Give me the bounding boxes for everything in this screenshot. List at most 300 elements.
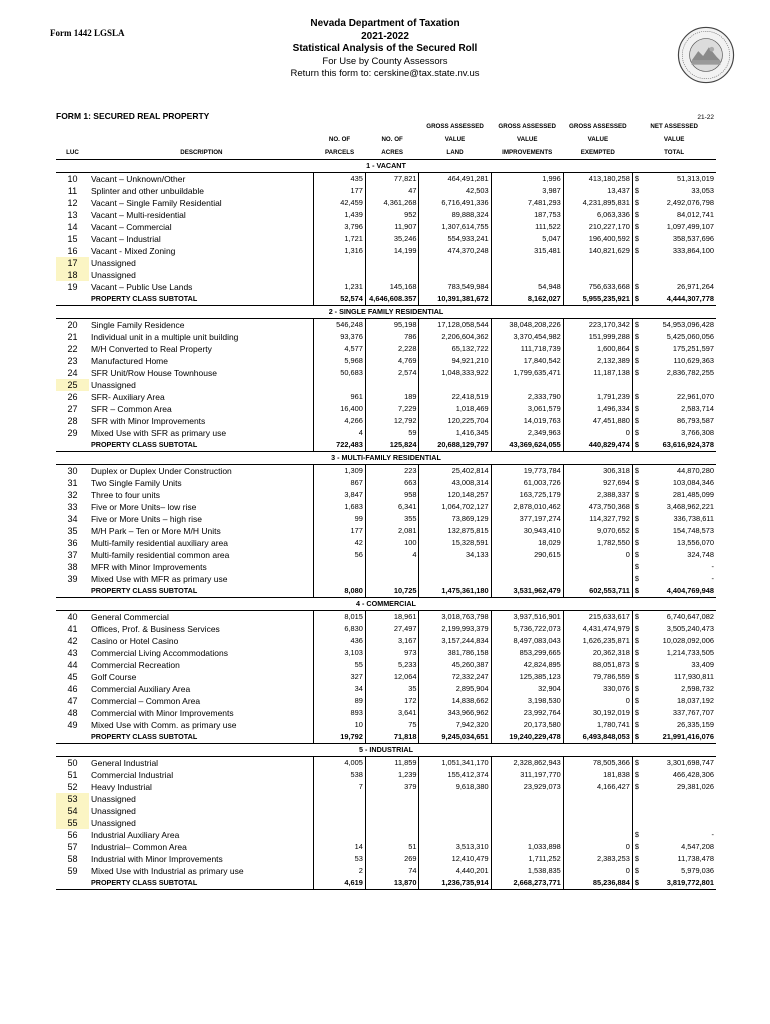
exempted-value: 0 bbox=[563, 841, 632, 853]
section-title: 3 - MULTI-FAMILY RESIDENTIAL bbox=[56, 452, 716, 465]
luc-code bbox=[56, 731, 89, 744]
acres-value: 269 bbox=[365, 853, 419, 865]
description: SFR Unit/Row House Townhouse bbox=[90, 368, 217, 378]
net-total-value: 44,870,280 bbox=[677, 466, 714, 475]
dollar-sign: $ bbox=[632, 585, 642, 598]
description: Unassigned bbox=[90, 794, 136, 804]
parcels-value: 327 bbox=[314, 671, 366, 683]
net-total-value: 4,404,769,948 bbox=[643, 585, 716, 598]
luc-code: 25 bbox=[56, 379, 89, 391]
column-header: NO. OF bbox=[381, 136, 403, 143]
exempted-value: 1,780,741 bbox=[563, 719, 632, 731]
exempted-value: 47,451,880 bbox=[563, 415, 632, 427]
land-value: 10,391,381,672 bbox=[419, 293, 491, 306]
parcels-value bbox=[314, 829, 366, 841]
description: Multi-family residential common area bbox=[90, 550, 230, 560]
table-row bbox=[56, 611, 716, 624]
parcels-value: 893 bbox=[314, 707, 366, 719]
parcels-value: 52,574 bbox=[314, 293, 366, 306]
table-row bbox=[56, 403, 716, 415]
luc-code: 31 bbox=[67, 478, 78, 488]
parcels-value: 3,847 bbox=[314, 489, 366, 501]
dollar-sign: $ bbox=[632, 367, 642, 379]
subtotal-label: PROPERTY CLASS SUBTOTAL bbox=[89, 293, 314, 306]
luc-code: 21 bbox=[67, 332, 78, 342]
column-header: GROSS ASSESSED bbox=[426, 123, 484, 130]
parcels-value: 14 bbox=[314, 841, 366, 853]
description: Commercial Industrial bbox=[90, 770, 174, 780]
luc-code: 38 bbox=[67, 562, 78, 572]
column-header: IMPROVEMENTS bbox=[491, 146, 563, 160]
improvements-value bbox=[491, 269, 563, 281]
land-value: 120,148,257 bbox=[419, 489, 491, 501]
land-value: 120,225,704 bbox=[419, 415, 491, 427]
net-total-value: 33,409 bbox=[691, 660, 714, 669]
exempted-value: 114,327,792 bbox=[563, 513, 632, 525]
description: Offices, Prof. & Business Services bbox=[90, 624, 220, 634]
dollar-sign: $ bbox=[632, 185, 642, 197]
table-row bbox=[56, 671, 716, 683]
acres-value: 35 bbox=[365, 683, 419, 695]
parcels-value: 8,015 bbox=[314, 611, 366, 624]
luc-code: 40 bbox=[67, 612, 78, 622]
table-body bbox=[56, 160, 716, 890]
table-row bbox=[56, 379, 716, 391]
description: M/H Park – Ten or More M/H Units bbox=[90, 526, 221, 536]
table-row bbox=[56, 343, 716, 355]
improvements-value bbox=[491, 257, 563, 269]
dollar-sign: $ bbox=[632, 769, 642, 781]
acres-value: 71,818 bbox=[365, 731, 419, 744]
acres-value: 59 bbox=[365, 427, 419, 439]
luc-code: 30 bbox=[67, 466, 78, 476]
land-value: 25,402,814 bbox=[419, 465, 491, 478]
parcels-value: 5,968 bbox=[314, 355, 366, 367]
dollar-sign: $ bbox=[632, 561, 642, 573]
net-total-value: 333,864,100 bbox=[672, 246, 714, 255]
dollar-sign: $ bbox=[632, 465, 642, 478]
luc-code: 16 bbox=[67, 246, 78, 256]
state-seal-icon bbox=[677, 26, 735, 84]
dollar-sign: $ bbox=[632, 659, 642, 671]
net-total-value bbox=[643, 793, 716, 805]
description: Industrial– Common Area bbox=[90, 842, 187, 852]
parcels-value: 3,103 bbox=[314, 647, 366, 659]
exempted-value: 4,166,427 bbox=[563, 781, 632, 793]
luc-code: 33 bbox=[67, 502, 78, 512]
table-row bbox=[56, 489, 716, 501]
acres-value: 14,199 bbox=[365, 245, 419, 257]
table-row bbox=[56, 561, 716, 573]
acres-value: 18,961 bbox=[365, 611, 419, 624]
dollar-sign: $ bbox=[632, 391, 642, 403]
luc-code bbox=[56, 585, 89, 598]
land-value: 14,838,662 bbox=[419, 695, 491, 707]
improvements-value: 19,773,784 bbox=[491, 465, 563, 478]
acres-value: 77,821 bbox=[365, 173, 419, 186]
column-header: NO. OF bbox=[328, 136, 351, 143]
net-total-value: 336,738,611 bbox=[673, 514, 714, 523]
net-total-value: 84,012,741 bbox=[677, 210, 714, 219]
parcels-value: 99 bbox=[314, 513, 366, 525]
net-total-value: 2,836,782,255 bbox=[666, 368, 714, 377]
acres-value: 189 bbox=[365, 391, 419, 403]
parcels-value: 1,439 bbox=[314, 209, 366, 221]
land-value: 783,549,984 bbox=[419, 281, 491, 293]
luc-code: 19 bbox=[67, 282, 78, 292]
luc-code: 44 bbox=[67, 660, 78, 670]
table-row bbox=[56, 573, 716, 585]
table-row bbox=[56, 245, 716, 257]
exempted-value bbox=[563, 257, 632, 269]
improvements-value: 125,385,123 bbox=[491, 671, 563, 683]
dollar-sign: $ bbox=[632, 233, 642, 245]
dollar-sign: $ bbox=[632, 671, 642, 683]
land-value: 73,869,129 bbox=[419, 513, 491, 525]
table-row bbox=[56, 501, 716, 513]
parcels-value: 177 bbox=[314, 525, 366, 537]
description: Industrial Auxiliary Area bbox=[90, 830, 180, 840]
subtotal-label: PROPERTY CLASS SUBTOTAL bbox=[89, 877, 314, 890]
land-value: 9,245,034,651 bbox=[419, 731, 491, 744]
improvements-value: 14,019,763 bbox=[491, 415, 563, 427]
parcels-value bbox=[314, 805, 366, 817]
acres-value: 75 bbox=[365, 719, 419, 731]
document-title: Statistical Analysis of the Secured Roll bbox=[292, 43, 478, 54]
acres-value: 5,233 bbox=[365, 659, 419, 671]
luc-code bbox=[56, 439, 89, 452]
exempted-value: 1,600,864 bbox=[563, 343, 632, 355]
acres-value bbox=[365, 561, 419, 573]
description: Individual unit in a multiple unit building bbox=[90, 332, 239, 342]
description: Unassigned bbox=[90, 258, 136, 268]
acres-value: 35,246 bbox=[365, 233, 419, 245]
table-row bbox=[56, 391, 716, 403]
parcels-value: 961 bbox=[314, 391, 366, 403]
description: Vacant – Single Family Residential bbox=[90, 198, 222, 208]
acres-value: 145,168 bbox=[365, 281, 419, 293]
land-value: 43,008,314 bbox=[419, 477, 491, 489]
acres-value: 2,081 bbox=[365, 525, 419, 537]
acres-value: 958 bbox=[365, 489, 419, 501]
dollar-sign: $ bbox=[632, 197, 642, 209]
table-row bbox=[56, 355, 716, 367]
column-header bbox=[89, 120, 314, 133]
exempted-value bbox=[563, 573, 632, 585]
luc-code: 55 bbox=[56, 817, 89, 829]
column-header: VALUE bbox=[663, 136, 685, 143]
acres-value: 12,792 bbox=[365, 415, 419, 427]
improvements-value: 2,328,862,943 bbox=[491, 757, 563, 770]
exempted-value: 88,051,873 bbox=[563, 659, 632, 671]
luc-code: 54 bbox=[56, 805, 89, 817]
land-value: 1,416,345 bbox=[419, 427, 491, 439]
net-total-value: 4,444,307,778 bbox=[643, 293, 716, 306]
improvements-value: 23,992,764 bbox=[491, 707, 563, 719]
dollar-sign: $ bbox=[632, 331, 642, 343]
improvements-value bbox=[491, 805, 563, 817]
improvements-value: 8,162,027 bbox=[491, 293, 563, 306]
dollar-sign: $ bbox=[632, 865, 642, 877]
net-total-value: 3,819,772,801 bbox=[643, 877, 716, 890]
net-total-value: 21,991,416,076 bbox=[643, 731, 716, 744]
net-total-value: 3,505,240,473 bbox=[666, 624, 714, 633]
dollar-sign: $ bbox=[632, 513, 642, 525]
net-total-value: 281,485,099 bbox=[672, 490, 714, 499]
improvements-value: 311,197,770 bbox=[491, 769, 563, 781]
improvements-value: 1,996 bbox=[491, 173, 563, 186]
land-value: 20,688,129,797 bbox=[419, 439, 491, 452]
land-value: 3,157,244,834 bbox=[419, 635, 491, 647]
parcels-value bbox=[314, 269, 366, 281]
improvements-value: 20,173,580 bbox=[491, 719, 563, 731]
luc-code: 20 bbox=[67, 320, 78, 330]
parcels-value: 435 bbox=[314, 173, 366, 186]
parcels-value: 538 bbox=[314, 769, 366, 781]
acres-value: 10,725 bbox=[365, 585, 419, 598]
net-total-value: - bbox=[711, 830, 714, 839]
luc-code: 17 bbox=[56, 257, 89, 269]
luc-code: 22 bbox=[67, 344, 78, 354]
table-row bbox=[56, 549, 716, 561]
net-total-value: 5,425,060,056 bbox=[666, 332, 714, 341]
description: Golf Course bbox=[90, 672, 137, 682]
table-row bbox=[56, 197, 716, 209]
dollar-sign: $ bbox=[632, 623, 642, 635]
table-row bbox=[56, 221, 716, 233]
acres-value bbox=[365, 257, 419, 269]
exempted-value bbox=[563, 829, 632, 841]
luc-code: 46 bbox=[67, 684, 78, 694]
table-row bbox=[56, 415, 716, 427]
acres-value: 3,167 bbox=[365, 635, 419, 647]
improvements-value bbox=[491, 379, 563, 391]
exempted-value bbox=[563, 561, 632, 573]
subtotal-row bbox=[56, 439, 716, 452]
section-title: 1 - VACANT bbox=[56, 160, 716, 173]
description: General Commercial bbox=[90, 612, 169, 622]
column-header: LAND bbox=[419, 146, 491, 160]
parcels-value bbox=[314, 573, 366, 585]
form-title: FORM 1: SECURED REAL PROPERTY bbox=[56, 111, 210, 121]
dollar-sign: $ bbox=[632, 695, 642, 707]
acres-value: 125,824 bbox=[365, 439, 419, 452]
land-value: 1,236,735,914 bbox=[419, 877, 491, 890]
acres-value: 74 bbox=[365, 865, 419, 877]
parcels-value: 16,400 bbox=[314, 403, 366, 415]
improvements-value: 111,522 bbox=[491, 221, 563, 233]
column-header: NET ASSESSED bbox=[650, 123, 698, 130]
parcels-value: 4,005 bbox=[314, 757, 366, 770]
land-value: 89,888,324 bbox=[419, 209, 491, 221]
description: Splinter and other unbuildable bbox=[90, 186, 204, 196]
land-value: 155,412,374 bbox=[419, 769, 491, 781]
exempted-value: 6,493,848,053 bbox=[563, 731, 632, 744]
improvements-value: 7,481,293 bbox=[491, 197, 563, 209]
description: Mixed Use with Industrial as primary use bbox=[90, 866, 244, 876]
luc-code: 15 bbox=[67, 234, 78, 244]
land-value: 1,048,333,922 bbox=[419, 367, 491, 379]
table-row bbox=[56, 173, 716, 186]
description: MFR with Minor Improvements bbox=[90, 562, 207, 572]
exempted-value: 756,633,668 bbox=[563, 281, 632, 293]
exempted-value bbox=[563, 817, 632, 829]
table-header bbox=[56, 120, 716, 160]
dollar-sign: $ bbox=[632, 293, 642, 306]
exempted-value: 6,063,336 bbox=[563, 209, 632, 221]
net-total-value: 6,740,647,082 bbox=[666, 612, 714, 621]
table-row bbox=[56, 477, 716, 489]
land-value: 72,332,247 bbox=[419, 671, 491, 683]
parcels-value: 4,266 bbox=[314, 415, 366, 427]
section-header bbox=[56, 306, 716, 319]
description: Vacant – Public Use Lands bbox=[90, 282, 193, 292]
net-total-value: 54,953,096,428 bbox=[662, 320, 714, 329]
description: Single Family Residence bbox=[90, 320, 185, 330]
column-header bbox=[89, 133, 314, 146]
subtotal-row bbox=[56, 585, 716, 598]
luc-code: 56 bbox=[67, 830, 78, 840]
land-value: 464,491,281 bbox=[419, 173, 491, 186]
dollar-sign bbox=[632, 793, 642, 805]
luc-code: 43 bbox=[67, 648, 78, 658]
land-value: 554,933,241 bbox=[419, 233, 491, 245]
exempted-value: 0 bbox=[563, 549, 632, 561]
improvements-value bbox=[491, 573, 563, 585]
org-name: Nevada Department of Taxation bbox=[310, 18, 460, 29]
section-title: 5 - INDUSTRIAL bbox=[56, 744, 716, 757]
land-value: 22,418,519 bbox=[419, 391, 491, 403]
acres-value: 2,228 bbox=[365, 343, 419, 355]
subtotal-row bbox=[56, 293, 716, 306]
improvements-value: 377,197,274 bbox=[491, 513, 563, 525]
net-total-value: 63,616,924,378 bbox=[643, 439, 716, 452]
table-row bbox=[56, 233, 716, 245]
dollar-sign: $ bbox=[632, 415, 642, 427]
acres-value: 13,870 bbox=[365, 877, 419, 890]
dollar-sign: $ bbox=[632, 343, 642, 355]
net-total-value bbox=[643, 817, 716, 829]
table-row bbox=[56, 647, 716, 659]
section-header bbox=[56, 744, 716, 757]
description: Vacant – Multi-residential bbox=[90, 210, 186, 220]
acres-value: 2,574 bbox=[365, 367, 419, 379]
column-header: GROSS ASSESSED bbox=[569, 123, 627, 130]
parcels-value: 1,683 bbox=[314, 501, 366, 513]
exempted-value: 223,170,342 bbox=[563, 319, 632, 332]
description: Unassigned bbox=[90, 380, 136, 390]
dollar-sign: $ bbox=[632, 221, 642, 233]
luc-code: 24 bbox=[67, 368, 78, 378]
acres-value bbox=[365, 379, 419, 391]
improvements-value: 5,047 bbox=[491, 233, 563, 245]
improvements-value: 187,753 bbox=[491, 209, 563, 221]
exempted-value bbox=[563, 379, 632, 391]
description: General Industrial bbox=[90, 758, 159, 768]
luc-code: 42 bbox=[67, 636, 78, 646]
table-row bbox=[56, 707, 716, 719]
acres-value: 355 bbox=[365, 513, 419, 525]
dollar-sign bbox=[632, 257, 642, 269]
net-total-value: 86,793,587 bbox=[677, 416, 714, 425]
exempted-value: 330,076 bbox=[563, 683, 632, 695]
land-value: 132,875,815 bbox=[419, 525, 491, 537]
description: Five or More Units– low rise bbox=[90, 502, 197, 512]
column-header: EXEMPTED bbox=[563, 146, 632, 160]
dollar-sign: $ bbox=[632, 245, 642, 257]
exempted-value: 1,626,235,871 bbox=[563, 635, 632, 647]
parcels-value bbox=[314, 379, 366, 391]
acres-value: 27,497 bbox=[365, 623, 419, 635]
dollar-sign: $ bbox=[632, 209, 642, 221]
net-total-value: 466,428,306 bbox=[672, 770, 714, 779]
land-value: 17,128,058,544 bbox=[419, 319, 491, 332]
luc-code: 29 bbox=[67, 428, 78, 438]
net-total-value: 2,598,732 bbox=[681, 684, 714, 693]
acres-value: 11,907 bbox=[365, 221, 419, 233]
parcels-value: 56 bbox=[314, 549, 366, 561]
description: SFR with Minor Improvements bbox=[90, 416, 206, 426]
exempted-value: 1,496,334 bbox=[563, 403, 632, 415]
exempted-value: 79,786,559 bbox=[563, 671, 632, 683]
description: Industrial with Minor Improvements bbox=[90, 854, 223, 864]
table-row bbox=[56, 817, 716, 829]
land-value bbox=[419, 257, 491, 269]
exempted-value: 473,750,368 bbox=[563, 501, 632, 513]
table-row bbox=[56, 281, 716, 293]
parcels-value: 7 bbox=[314, 781, 366, 793]
improvements-value bbox=[491, 829, 563, 841]
land-value: 45,260,387 bbox=[419, 659, 491, 671]
description: Commercial with Minor Improvements bbox=[90, 708, 234, 718]
column-header bbox=[56, 120, 89, 133]
exempted-value: 0 bbox=[563, 427, 632, 439]
exempted-value: 11,187,138 bbox=[563, 367, 632, 379]
dollar-sign: $ bbox=[632, 781, 642, 793]
exempted-value: 151,999,288 bbox=[563, 331, 632, 343]
dollar-sign: $ bbox=[632, 731, 642, 744]
exempted-value: 0 bbox=[563, 865, 632, 877]
table-row bbox=[56, 331, 716, 343]
table-row bbox=[56, 635, 716, 647]
dollar-sign: $ bbox=[632, 319, 642, 332]
return-instructions: Return this form to: cerskine@tax.state.nv.us bbox=[290, 68, 480, 79]
land-value: 343,966,962 bbox=[419, 707, 491, 719]
table-row bbox=[56, 513, 716, 525]
dollar-sign: $ bbox=[632, 877, 642, 890]
luc-code: 36 bbox=[67, 538, 78, 548]
improvements-value: 17,840,542 bbox=[491, 355, 563, 367]
luc-code: 10 bbox=[67, 174, 78, 184]
net-total-value: 5,979,036 bbox=[681, 866, 714, 875]
parcels-value: 42 bbox=[314, 537, 366, 549]
exempted-value: 30,192,019 bbox=[563, 707, 632, 719]
acres-value: 4,646,608.357 bbox=[365, 293, 419, 306]
section-header bbox=[56, 598, 716, 611]
table-row bbox=[56, 269, 716, 281]
parcels-value: 3,796 bbox=[314, 221, 366, 233]
acres-value: 4,361,268 bbox=[365, 197, 419, 209]
parcels-value: 4,577 bbox=[314, 343, 366, 355]
dollar-sign: $ bbox=[632, 403, 642, 415]
exempted-value: 2,383,253 bbox=[563, 853, 632, 865]
acres-value: 3,641 bbox=[365, 707, 419, 719]
luc-code: 50 bbox=[67, 758, 78, 768]
acres-value: 47 bbox=[365, 185, 419, 197]
land-value: 4,440,201 bbox=[419, 865, 491, 877]
dollar-sign: $ bbox=[632, 719, 642, 731]
exempted-value: 602,553,711 bbox=[563, 585, 632, 598]
